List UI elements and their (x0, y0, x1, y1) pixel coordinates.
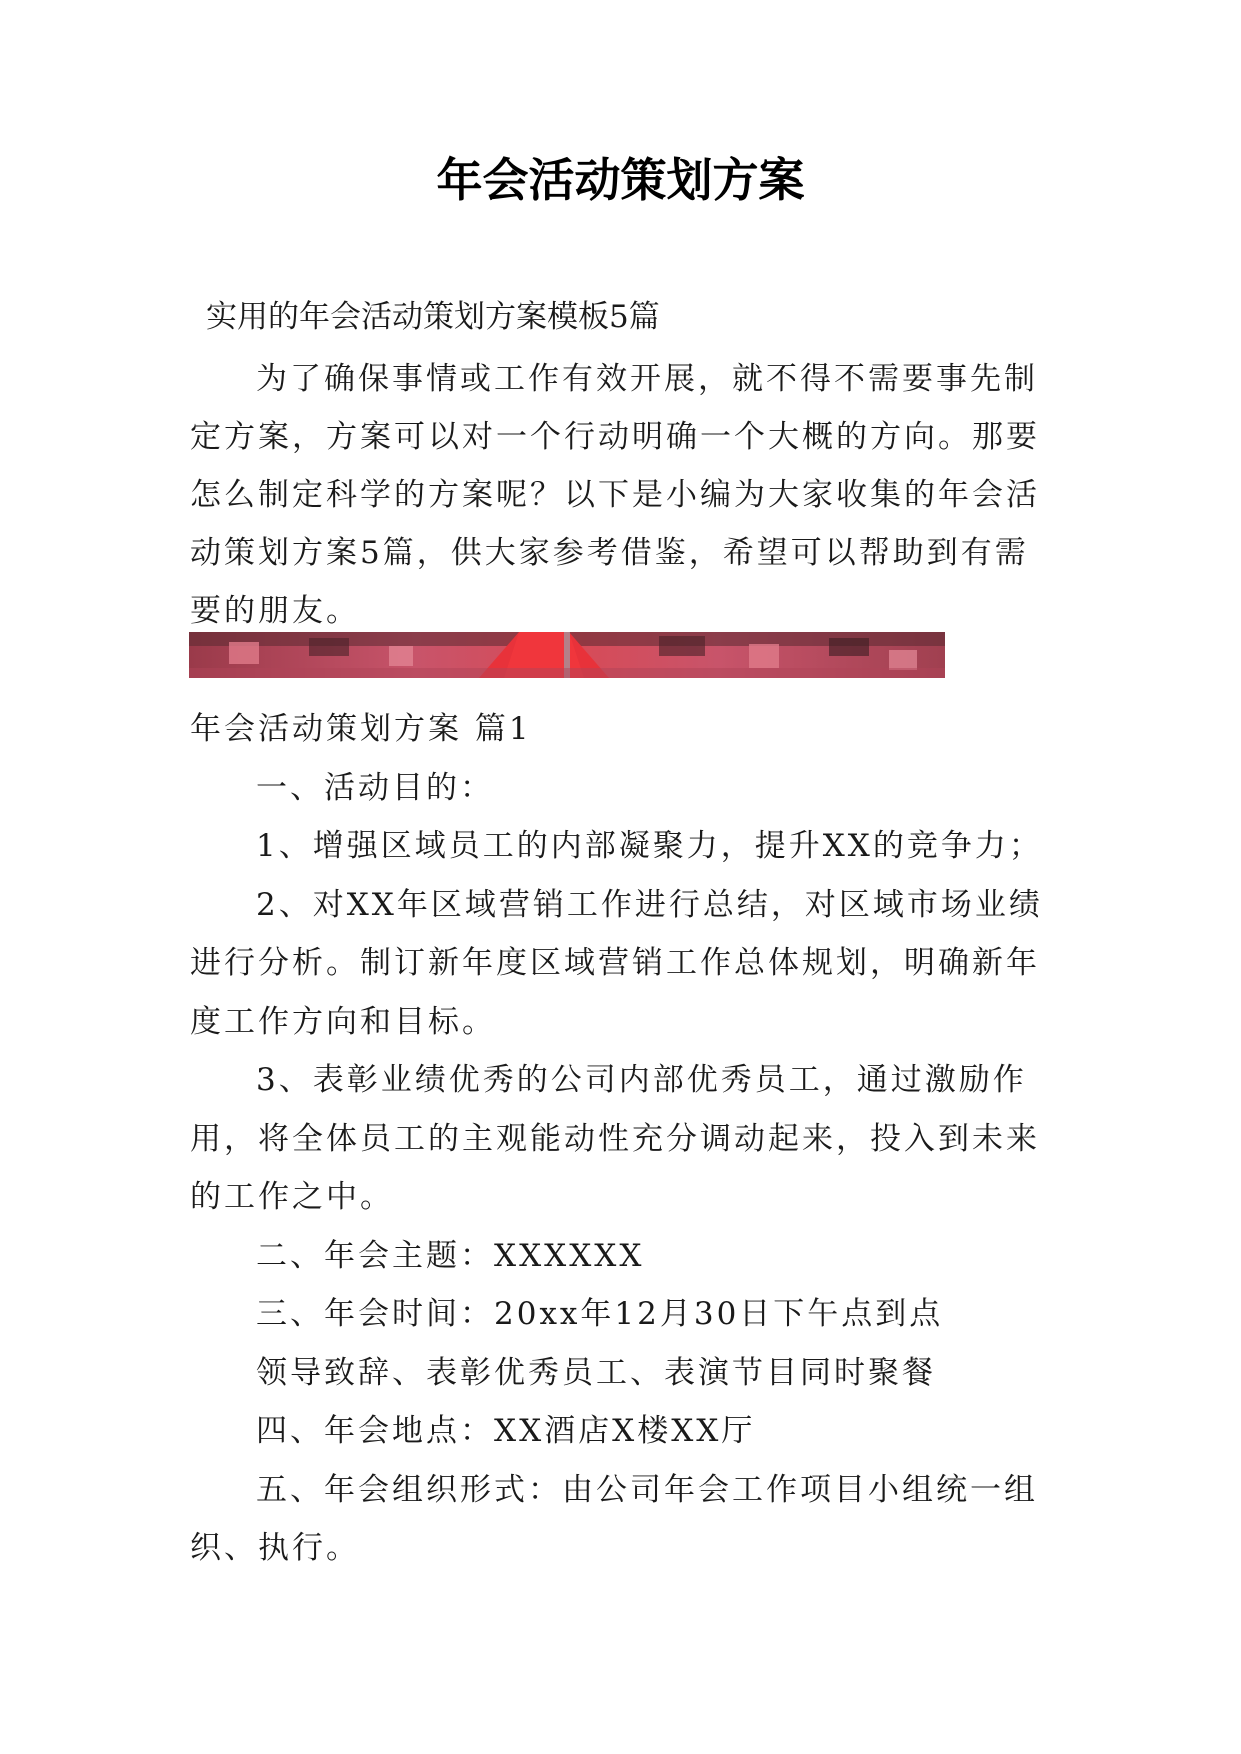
paragraph: 领导致辞、表彰优秀员工、表演节目同时聚餐 (256, 1354, 936, 1391)
document-body (190, 700, 1070, 1578)
document-subtitle: 实用的年会活动策划方案模板5篇 (206, 299, 660, 335)
section-heading: 年会活动策划方案 篇1 (190, 711, 532, 747)
paragraph: 2、对XX年区域营销工作进行总结，对区域市场业绩进行分析。制订新年度区域营销工作总体规划，明确新年度工作方向和目标。 (190, 886, 1043, 1040)
paragraph: 一、活动目的： (256, 769, 494, 806)
paragraph: 二、年会主题：XXXXXX (256, 1237, 645, 1274)
paragraph: 1、增强区域员工的内部凝聚力，提升XX的竞争力； (256, 828, 1043, 864)
banner-image (189, 632, 945, 678)
document-title: 年会活动策划方案 (436, 153, 805, 207)
paragraph: 3、表彰业绩优秀的公司内部优秀员工，通过激励作用，将全体员工的主观能动性充分调动起来，投入到未来的工作之中。 (190, 1062, 1040, 1215)
intro-paragraph: 为了确保事情或工作有效开展，就不得不需要事先制定方案，方案可以对一个行动明确一个大概的方向。那要怎么制定科学的方案呢？以下是小编为大家收集的年会活动策划方案5篇，供大家参考借鉴，希望可以帮助到有需要的朋友。 (190, 361, 1040, 629)
paragraph: 五、年会组织形式：由公司年会工作项目小组统一组织、执行。 (190, 1471, 1038, 1566)
paragraph: 四、年会地点：XX酒店X楼XX厅 (256, 1413, 756, 1449)
paragraph: 三、年会时间：20xx年12月30日下午点到点 (256, 1296, 944, 1332)
